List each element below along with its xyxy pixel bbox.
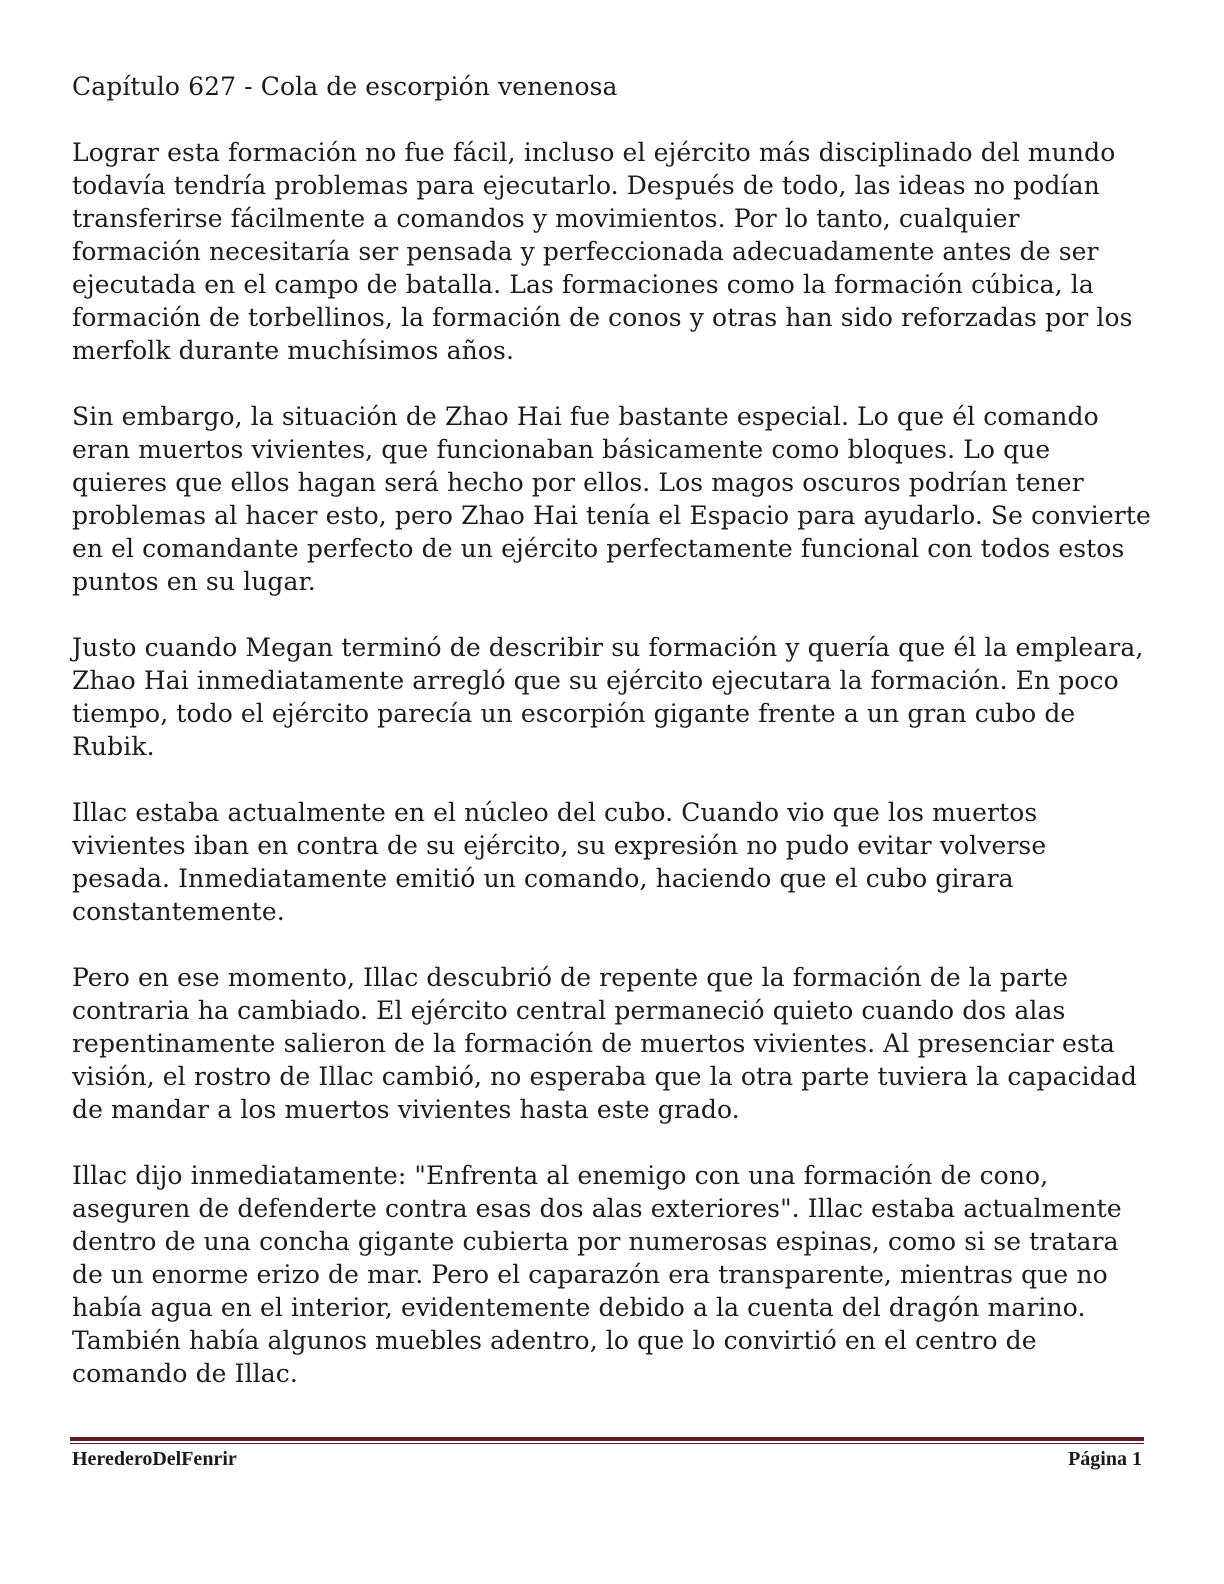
paragraph-2: Sin embargo, la situación de Zhao Hai fue bastante especial. Lo que él comando eran muertos vivientes, que funcionaban básicamente como bloques. Lo que quieres que ellos hagan será hecho por ellos. Los magos oscuros podrían tener problemas al hacer esto, pero Zhao Hai tenía el Espacio para ayudarlo. Se convierte en el comandante perfecto de un ejército perfectamente funcional con todos estos puntos en su lugar.	[72, 402, 1151, 596]
footer-divider-thick	[70, 1437, 1144, 1441]
paragraph-6: Illac dijo inmediatamente: "Enfrenta al enemigo con una formación de cono, aseguren de defenderte contra esas dos alas exteriores". Illac estaba actualmente dentro de una concha gigante cubierta por numerosas espinas, como si se tratara de un enorme erizo de mar. Pero el caparazón era transparente, mientras que no había agua en el interior, evidentemente debido a la cuenta del dragón marino. También había algunos muebles adentro, lo que lo convirtió en el centro de comando de Illac.	[72, 1161, 1122, 1388]
chapter-title: Capítulo 627 - Cola de escorpión venenosa	[72, 72, 618, 101]
paragraph-4: Illac estaba actualmente en el núcleo del cubo. Cuando vio que los muertos vivientes iban en contra de su ejército, su expresión no pudo evitar volverse pesada. Inmediatamente emitió un comando, haciendo que el cubo girara constantemente.	[72, 798, 1047, 926]
paragraph-1: Lograr esta formación no fue fácil, incluso el ejército más disciplinado del mundo todavía tendría problemas para ejecutarlo. Después de todo, las ideas no podían transferirse fácilmente a comandos y movimientos. Por lo tanto, cualquier formación necesitaría ser pensada y perfeccionada adecuadamente antes de ser ejecutada en el campo de batalla. Las formaciones como la formación cúbica, la formación de torbellinos, la formación de conos y otras han sido reforzadas por los merfolk durante muchísimos años.	[72, 138, 1133, 365]
footer-page-number: Página 1	[1068, 1448, 1142, 1470]
paragraph-3: Justo cuando Megan terminó de describir su formación y quería que él la empleara, Zhao Hai inmediatamente arregló que su ejército ejecutara la formación. En poco tiempo, todo el ejército parecía un escorpión gigante frente a un gran cubo de Rubik.	[72, 633, 1144, 761]
footer-divider-thin	[70, 1443, 1144, 1444]
footer-author: HerederoDelFenrir	[72, 1448, 237, 1470]
paragraph-5: Pero en ese momento, Illac descubrió de repente que la formación de la parte contraria ha cambiado. El ejército central permaneció quieto cuando dos alas repentinamente salieron de la formación de muertos vivientes. Al presenciar esta visión, el rostro de Illac cambió, no esperaba que la otra parte tuviera la capacidad de mandar a los muertos vivientes hasta este grado.	[72, 963, 1137, 1124]
document-body	[72, 70, 1152, 1423]
